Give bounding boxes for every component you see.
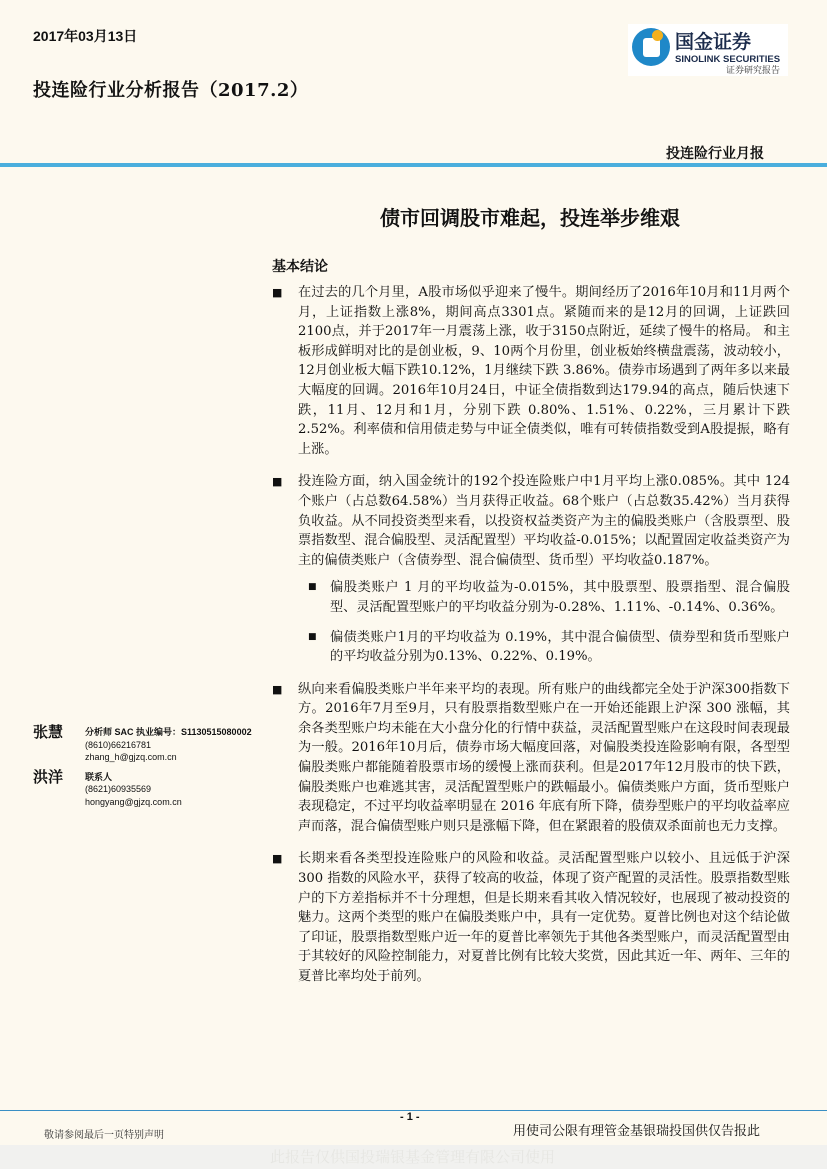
small-square-bullet-icon: ■ xyxy=(308,582,317,593)
report-body xyxy=(272,283,790,1000)
paragraph-text: 在过去的几个月里，A股市场似乎迎来了慢牛。期间经历了2016年10月和11月两个月，上证指数上涨8%，期间高点3301点。紧随而来的是12月的回调，上证跌回2100点，并于2017年一月震荡上涨，收于3150点附近，延续了慢牛的格局。 和主板形成鲜明对比的是创业板，9、10两个月份里，创业板始终横盘震荡，波动较小，12月创业板大幅下跌10.12%，1月继续下跌 3.86%。债券市场遇到了两年多以来最大幅度的回调。2016年10月24日，中证全债指数到达179.94的高点，随后快速下跌，11月、12月和1月，分别下跌 0.80%、1.51%、0.22%，三月累计下跌 2.52%。利率债和信用债走势与中证全债类似，唯有可转债指数受到A股提振，略有上涨。 xyxy=(298,285,790,457)
footer-disclaimer: 敬请参阅最后一页特别声明 xyxy=(44,1130,164,1141)
header-divider xyxy=(0,163,827,167)
logo-cn: 国金证券 xyxy=(675,31,752,53)
author-title: 分析师 SAC 执业编号：S1130515080002 xyxy=(85,727,252,737)
footer-usage-note: 用使司公限有理管金基银瑞投国供仅告报此 xyxy=(513,1124,761,1139)
author-card xyxy=(33,723,252,764)
authors xyxy=(33,723,252,815)
sub-bullet xyxy=(308,628,790,667)
square-bullet-icon: ■ xyxy=(272,286,283,299)
paragraph-text: 长期来看各类型投连险账户的风险和收益。灵活配置型账户以较小、且远低于沪深 300 指数的风险水平，获得了较高的收益，体现了资产配置的灵活性。股票指数型账户的下方差指标并不十分理想，但是长期来看其收入情况较好，也展现了被动投资的魅力。这两个类型的账户在偏股类账户中，具有一定优势。夏普比例也对这个结论做了印证，股票指数型账户近一年的夏普比率领先于其他各类型账户，而灵活配置型由于其较好的风险控制能力，对夏普比例有比较大奖赏，因此其近一年、两年、三年的夏普比率均处于前列。 xyxy=(298,851,790,984)
bullet-paragraph xyxy=(272,680,790,837)
bullet-paragraph xyxy=(272,283,790,459)
logo-en: SINOLINK SECURITIES xyxy=(675,54,781,65)
paragraph-text: 纵向来看偏股类账户半年来平均的表现。所有账户的曲线都完全处于沪深300指数下方。2016年7月至9月，只有股票指数型账户在一开始还能跟上沪深 300 涨幅，其余各类型账户均未能在大小盘分化的行情中获益，灵活配置型账户在这段时间表现最为一般。2016年10月后，债券市场大幅度回落，对偏股类投连险影响有限，各型型偏股类账户都能随着股票市场的缓慢上涨而获利。但是2017年12月股市的快下跌，偏股类账户也难逃其害，灵活配置型账户的跌幅最小。偏债类账户方面，货币型账户表现稳定，不过平均收益率明显在 2016 年底有所下降，债券型账户的平均收益率应声而落，混合偏债型账户则只是涨幅下降，但在紧跟着的股债双杀面前也无力支撑。 xyxy=(298,681,790,834)
footer-watermark: 此报告仅供国投瑞银基金管理有限公司使用 xyxy=(270,1148,556,1166)
paragraph-text: 投连险方面，纳入国金统计的192个投连险账户中1月平均上涨0.085%。其中 124个账户（占总数64.58%）当月获得正收益。68个账户（占总数35.42%）当月获得负收益。从不同投资类型来看，以投资权益类资产为主的偏股类账户（含股票型、股票指数型、混合偏股型、灵活配置型）平均收益-0.015%；以配置固定收益类资产为主的偏债类账户（含债券型、混合偏债型、货币型）平均收益0.187%。 xyxy=(298,474,790,568)
headline: 债市回调股市难起，投连举步维艰 xyxy=(380,206,680,230)
square-bullet-icon: ■ xyxy=(272,852,283,866)
sub-bullet-text: 偏债类账户1月的平均收益为 0.19%，其中混合偏债型、债券型和货币型账户的平均收益分别为0.13%、0.22%、0.19%。 xyxy=(330,629,790,665)
page-number: - 1 - xyxy=(400,1111,420,1123)
author-email[interactable]: hongyang@gjzq.com.cn xyxy=(85,796,182,807)
bullet-paragraph xyxy=(272,849,790,986)
author-email[interactable]: zhang_h@gjzq.com.cn xyxy=(85,752,177,762)
author-name: 张慧 xyxy=(33,723,64,741)
section-title: 基本结论 xyxy=(272,259,328,275)
bullet-paragraph xyxy=(272,472,790,570)
author-title: 联系人 xyxy=(85,771,113,782)
square-bullet-icon: ■ xyxy=(272,475,283,489)
report-title: 投连险行业分析报告（2017.2） xyxy=(33,80,309,101)
logo-dot-icon xyxy=(652,30,663,41)
author-name: 洪洋 xyxy=(33,767,64,786)
author-phone: (8610)66216781 xyxy=(85,739,152,750)
logo-subtitle: 证券研究报告 xyxy=(726,66,781,76)
small-square-bullet-icon: ■ xyxy=(308,631,317,642)
report-type: 投连险行业月报 xyxy=(666,146,764,162)
author-card xyxy=(33,767,252,809)
logo-mark-icon xyxy=(632,28,670,66)
square-bullet-icon: ■ xyxy=(272,682,283,696)
sub-bullet-text: 偏股类账户 1 月的平均收益为-0.015%，其中股票型、股票指型、混合偏股型、灵活配置型账户的平均收益分别为-0.28%、1.11%、-0.14%、0.36%。 xyxy=(330,580,790,615)
sub-bullet xyxy=(308,578,790,617)
author-phone: (8621)60935569 xyxy=(85,784,152,794)
report-date: 2017年03月13日 xyxy=(33,28,138,44)
